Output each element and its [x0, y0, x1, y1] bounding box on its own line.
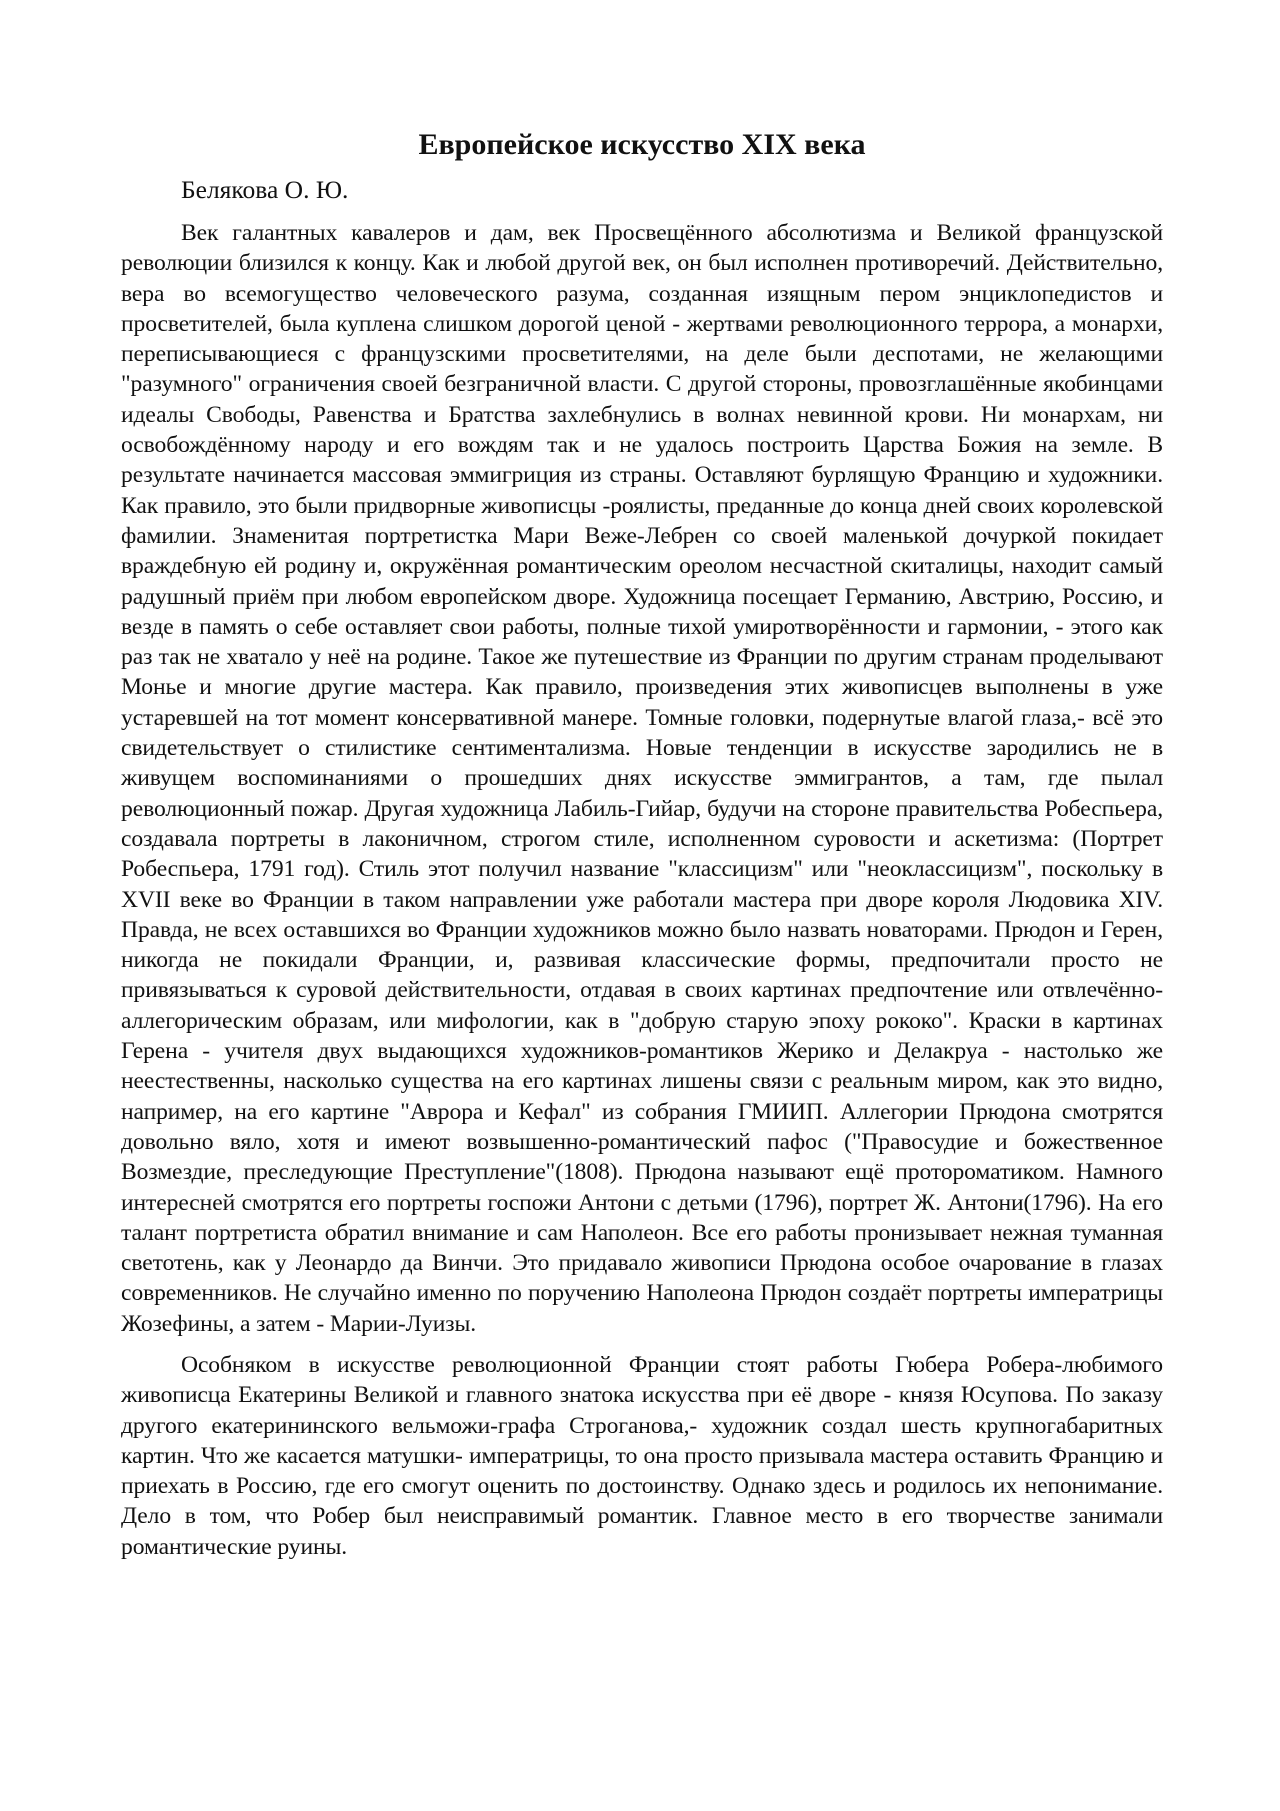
author-name: Белякова О. Ю. — [181, 175, 349, 204]
document-page — [121, 0, 1163, 1562]
paragraph: Век галантных кавалеров и дам, век Просвещённого абсолютизма и Великой французской революции близился к концу. Как и любой другой век, он был исполнен противоречий. Действительно, вера во всемогущество человеческого разума, созданная изящным пером энциклопедистов и просветителей, была куплена слишком дорогой ценой - жертвами революционного террора, а монархи, переписывающиеся с французскими просветителями, на деле были деспотами, не желающими "разумного" ограничения своей безграничной власти. С другой стороны, провозглашённые якобинцами идеалы Свободы, Равенства и Братства захлебнулись в волнах невинной крови. Ни монархам, ни освобождённому народу и его вождям так и не удалось построить Царства Божия на земле. В результате начинается массовая эммигриция из страны. Оставляют бурлящую Францию и художники. Как правило, это были придворные живописцы -роялисты, преданные до конца дней своих королевской фамилии. Знаменитая портретистка Мари Веже-Лебрен со своей маленькой дочуркой покидает враждебную ей родину и, окружённая романтическим ореолом несчастной скиталицы, находит самый радушный приём при любом европейском дворе. Художница посещает Германию, Австрию, Россию, и везде в память о себе оставляет свои работы, полные тихой умиротворённости и гармонии, - этого как раз так не хватало у неё на родине. Такое же путешествие из Франции по другим странам проделывают Монье и многие другие мастера. Как правило, произведения этих живописцев выполнены в уже устаревшей на тот момент консервативной манере. Томные головки, подернутые влагой глаза,- всё это свидетельствует о стилистике сентиментализма. Новые тенденции в искусстве зародились не в живущем воспоминаниями о прошедших днях искусстве эммигрантов, а там, где пылал революционный пожар. Другая художница Лабиль-Гийар, будучи на стороне правительства Робеспьера, создавала портреты в лаконичном, строгом стиле, исполненном суровости и аскетизма: (Портрет Робеспьера, 1791 год). Стиль этот получил название "классицизм" или "неоклассицизм", поскольку в XVII веке во Франции в таком направлении уже работали мастера при дворе короля Людовика XIV. Правда, не всех оставшихся во Франции художников можно было назвать новаторами. Прюдон и Герен, никогда не покидали Франции, и, развивая классические формы, предпочитали просто не привязываться к суровой действительности, отдавая в своих картинах предпочтение или отвлечённо-аллегорическим образам, или мифологии, как в "добрую старую эпоху рококо". Краски в картинах Герена - учителя двух выдающихся художников-романтиков Жерико и Делакруа - настолько же неестественны, насколько существа на его картинах лишены связи с реальным миром, как это видно, например, на его картине "Аврора и Кефал" из собрания ГМИИП. Аллегории Прюдона смотрятся довольно вяло, хотя и имеют возвышенно-романтический пафос ("Правосудие и божественное Возмездие, преследующие Преступление"(1808). Прюдона называют ещё протороматиком. Намного интересней смотрятся его портреты госпожи Антони с детьми (1796), портрет Ж. Антони(1796). На его талант портретиста обратил внимание и сам Наполеон. Все его работы пронизывает нежная туманная светотень, как у Леонардо да Винчи. Это придавало живописи Прюдона особое очарование в глазах современников. Не случайно именно по поручению Наполеона Прюдон создаёт портреты императрицы Жозефины, а затем - Марии-Луизы. — [121, 220, 1163, 1337]
paragraph: Особняком в искусстве революционной Франции стоят работы Гюбера Робера-любимого живописца Екатерины Великой и главного знатока искусства при её дворе - князя Юсупова. По заказу другого екатерининского вельможи-графа Строганова,- художник создал шесть крупногабаритных картин. Что же касается матушки- императрицы, то она просто призывала мастера оставить Францию и приехать в Россию, где его смогут оценить по достоинству. Однако здесь и родилось их непонимание. Дело в том, что Робер был неисправимый романтик. Главное место в его творчестве занимали романтические руины. — [121, 1351, 1163, 1560]
page-title: Европейское искусство XIX века — [418, 128, 866, 161]
